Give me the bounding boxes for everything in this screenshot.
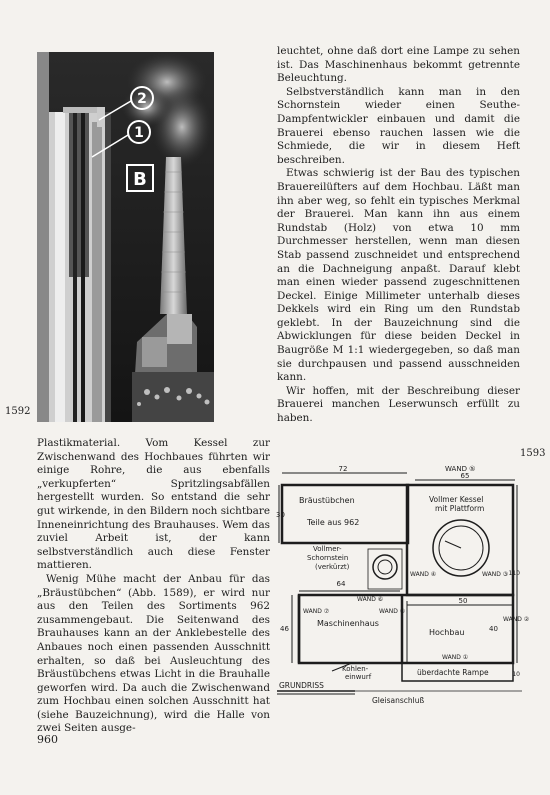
dimension-label: 64 [336, 580, 346, 588]
wall-label: WAND ⑤ [445, 465, 476, 473]
photo-label-1: 1 [134, 125, 144, 141]
room-label-maschinenhaus: Maschinenhaus [317, 619, 379, 628]
text-column-bottom-left [37, 437, 270, 736]
dimension-label: 50 [458, 597, 468, 605]
room-label-braeustuebchen: Bräustübchen [299, 496, 355, 505]
floor-plan-diagram [276, 463, 530, 713]
text-column-top-right [277, 45, 520, 426]
schornstein-label: Schornstein [307, 554, 349, 562]
figure-number-1592: 1592 [5, 406, 31, 417]
dimension-label: 46 [280, 625, 289, 633]
grundriss-label: GRUNDRISS [279, 681, 324, 690]
wall-label: WAND ④ [410, 571, 437, 578]
kessel-label: mit Plattform [435, 504, 485, 513]
figure-number-1593: 1593 [520, 448, 546, 459]
dimension-label: 40 [489, 625, 498, 633]
paragraph: Wenig Mühe macht der Anbau für das „Bräustübchen“ (Abb. 1589), er wird nur aus den Teilen des Sortiments 962 zusammengebaut. Die Seitenwand des Brauhauses kann an der Anklebestelle des Anbaues noch einen passenden Ausschnitt erhalten, so daß bei Ausleuchtung des Bräustübchens etwas Licht in die Brauhalle geworfen wird. Da auch die Zwischenwand zum Hochbau einen solchen Ausschnitt hat (siehe Bauzeichnung), wird die Halle von zwei Seiten ausge- [37, 572, 270, 735]
dimension-label: 72 [338, 465, 348, 473]
kessel-label: Vollmer Kessel [429, 495, 484, 504]
room-label-teile: Teile aus 962 [307, 518, 360, 527]
photo-label-2: 2 [137, 91, 147, 107]
dimension-label: 110 [508, 570, 520, 577]
room-label-hochbau: Hochbau [429, 628, 465, 637]
paragraph: Etwas schwierig ist der Bau des typischen Brauereilüfters auf dem Hochbau. Läßt man ihn aber weg, so fehlt ein typisches Merkmal der Brauerei. Man kann ihn aus einem Rundstab (Holz) von etwa 10 mm Durchmesser herstellen, wenn man diesen Stab passend zuschneidet und entsprechend an die Dachneigung anpaßt. Darauf klebt man einen wieder passend zugeschnittenen Deckel. Einige Millimeter unterhalb dieses Dekkels wird ein Ring um den Rundstab geklebt. In der Bauzeichnung sind die Abwicklungen für diese beiden Deckel in Baugröße M 1:1 wiedergegeben, so daß man sie durchpausen und passend ausschneiden kann. [277, 167, 520, 384]
paragraph: Plastikmaterial. Vom Kessel zur Zwischenwand des Hochbaues führten wir einige Rohre, die aus ebenfalls „verkupferten“ Spritzlingsabfällen hergestellt wurden. So entstand die sehr gut wirkende, in den Bildern noch sichtbare Inneneinrichtung des Brauhauses. Wem das zuviel Arbeit ist, der kann selbstverständlich auch diese Fenster mattieren. [37, 437, 270, 572]
page-number: 960 [37, 733, 58, 746]
paragraph: leuchtet, ohne daß dort eine Lampe zu sehen ist. Das Maschinenhaus bekommt getrennte Beleuchtung. [277, 45, 520, 85]
schornstein-label: (verkürzt) [315, 563, 350, 571]
wall-label: WAND ② [503, 616, 530, 623]
paragraph: Selbstverständlich kann man in den Schornstein wieder einen Seuthe-Dampfentwickler einbauen und damit die Brauerei ebenso rauchen lassen wie die Schmiede, die wir in diesem Heft beschreiben. [277, 85, 520, 166]
photo-label-b: B [133, 169, 147, 190]
dimension-label: 65 [460, 472, 470, 480]
kohlen-label: einwurf [345, 673, 372, 681]
wall-label: WAND ① [442, 654, 469, 661]
kohlen-label: Kohlen- [342, 665, 369, 673]
paragraph: Wir hoffen, mit der Beschreibung dieser Brauerei manchen Leserwunsch erfüllt zu haben. [277, 384, 520, 425]
dimension-label: 30 [276, 511, 285, 519]
wall-label: WAND ⑦ [303, 608, 330, 615]
dimension-label: 10 [512, 671, 520, 678]
rampe-label: überdachte Rampe [417, 668, 489, 677]
photo-brewery-model [37, 52, 214, 422]
wall-label: WAND ⑧ [379, 608, 406, 615]
schornstein-label: Vollmer- [313, 545, 342, 553]
gleis-label: Gleisanschluß [372, 696, 425, 705]
wall-label: WAND ③ [482, 571, 509, 578]
wall-label: WAND ⑥ [357, 596, 384, 603]
